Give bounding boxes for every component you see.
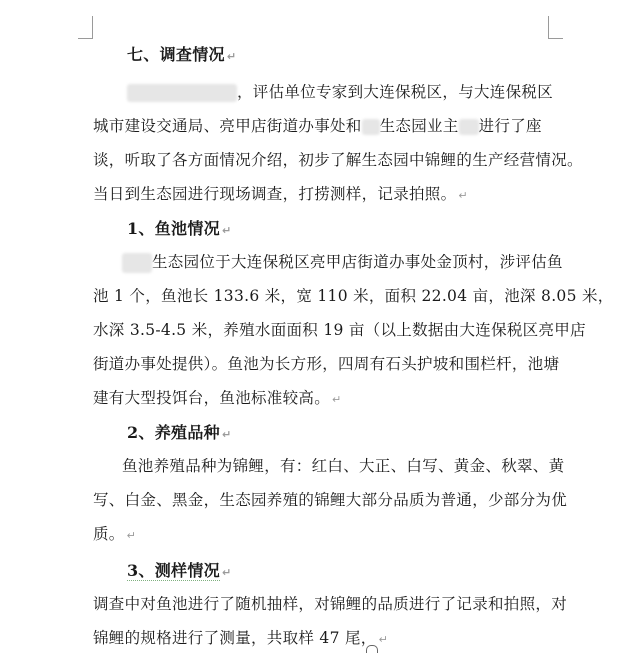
p1-line-3: 谈，听取了各方面情况介绍，初步了解生态园中锦鲤的生产经营情况。 bbox=[93, 151, 583, 169]
paragraph-mark: ↵ bbox=[126, 529, 137, 542]
p4-line-2: 锦鲤的规格进行了测量，共取样 47 尾， ↵ bbox=[93, 629, 389, 647]
p2-line-1: 生态园位于大连保税区亮甲店街道办事处金顶村，涉评估鱼 bbox=[122, 250, 563, 273]
redacted-text bbox=[122, 253, 152, 273]
paragraph-mark: ↵ bbox=[332, 393, 342, 406]
p2-line-5: 建有大型投饵台，鱼池标准较高。 ↵ bbox=[93, 389, 342, 407]
p2-line-3: 水深 3.5-4.5 米，养殖水面面积 19 亩（以上数据由大连保税区亮甲店 bbox=[93, 321, 586, 339]
p3-line-3: 质。 ↵ bbox=[93, 525, 137, 543]
paragraph-mark: ↵ bbox=[378, 633, 389, 646]
section-heading-3: 3、测样情况 ↵ bbox=[127, 561, 232, 580]
redacted-text bbox=[127, 84, 237, 102]
page-corner-mark-top-left bbox=[78, 16, 93, 39]
p3-line-1: 鱼池养殖品种为锦鲤，有：红白、大正、白写、黄金、秋翠、黄 bbox=[122, 457, 565, 475]
paragraph-mark: ↵ bbox=[221, 428, 232, 441]
section-heading-7: 七、调查情况 ↵ bbox=[127, 45, 237, 64]
paragraph-mark: ↵ bbox=[221, 224, 232, 237]
section-heading-2: 2、养殖品种 ↵ bbox=[127, 423, 232, 442]
p1-line-1: ，评估单位专家到大连保税区，与大连保税区 bbox=[127, 80, 553, 102]
redacted-text bbox=[459, 119, 479, 135]
page-corner-mark-top-right bbox=[548, 16, 563, 39]
p4-line-1: 调查中对鱼池进行了随机抽样，对锦鲤的品质进行了记录和拍照，对 bbox=[93, 595, 568, 613]
paragraph-mark: ↵ bbox=[226, 50, 237, 63]
p2-line-4: 街道办事处提供）。鱼池为长方形，四周有石头护坡和围栏杆，池塘 bbox=[93, 355, 560, 373]
p1-line-4: 当日到生态园进行现场调查，打捞测样，记录拍照。 ↵ bbox=[93, 185, 468, 203]
paragraph-mark: ↵ bbox=[458, 189, 468, 202]
p1-line-2: 城市建设交通局、亮甲店街道办事处和 生态园业主 进行了座 bbox=[93, 117, 542, 135]
p3-line-2: 写、白金、黑金，生态园养殖的锦鲤大部分品质为普通，少部分为优 bbox=[93, 491, 568, 509]
redacted-text bbox=[362, 119, 380, 135]
paragraph-mark: ↵ bbox=[221, 566, 232, 579]
section-heading-1: 1、鱼池情况 ↵ bbox=[127, 219, 232, 238]
p2-line-2: 池 1 个，鱼池长 133.6 米，宽 110 米，面积 22.04 亩，池深 8.05 米， bbox=[93, 287, 614, 305]
